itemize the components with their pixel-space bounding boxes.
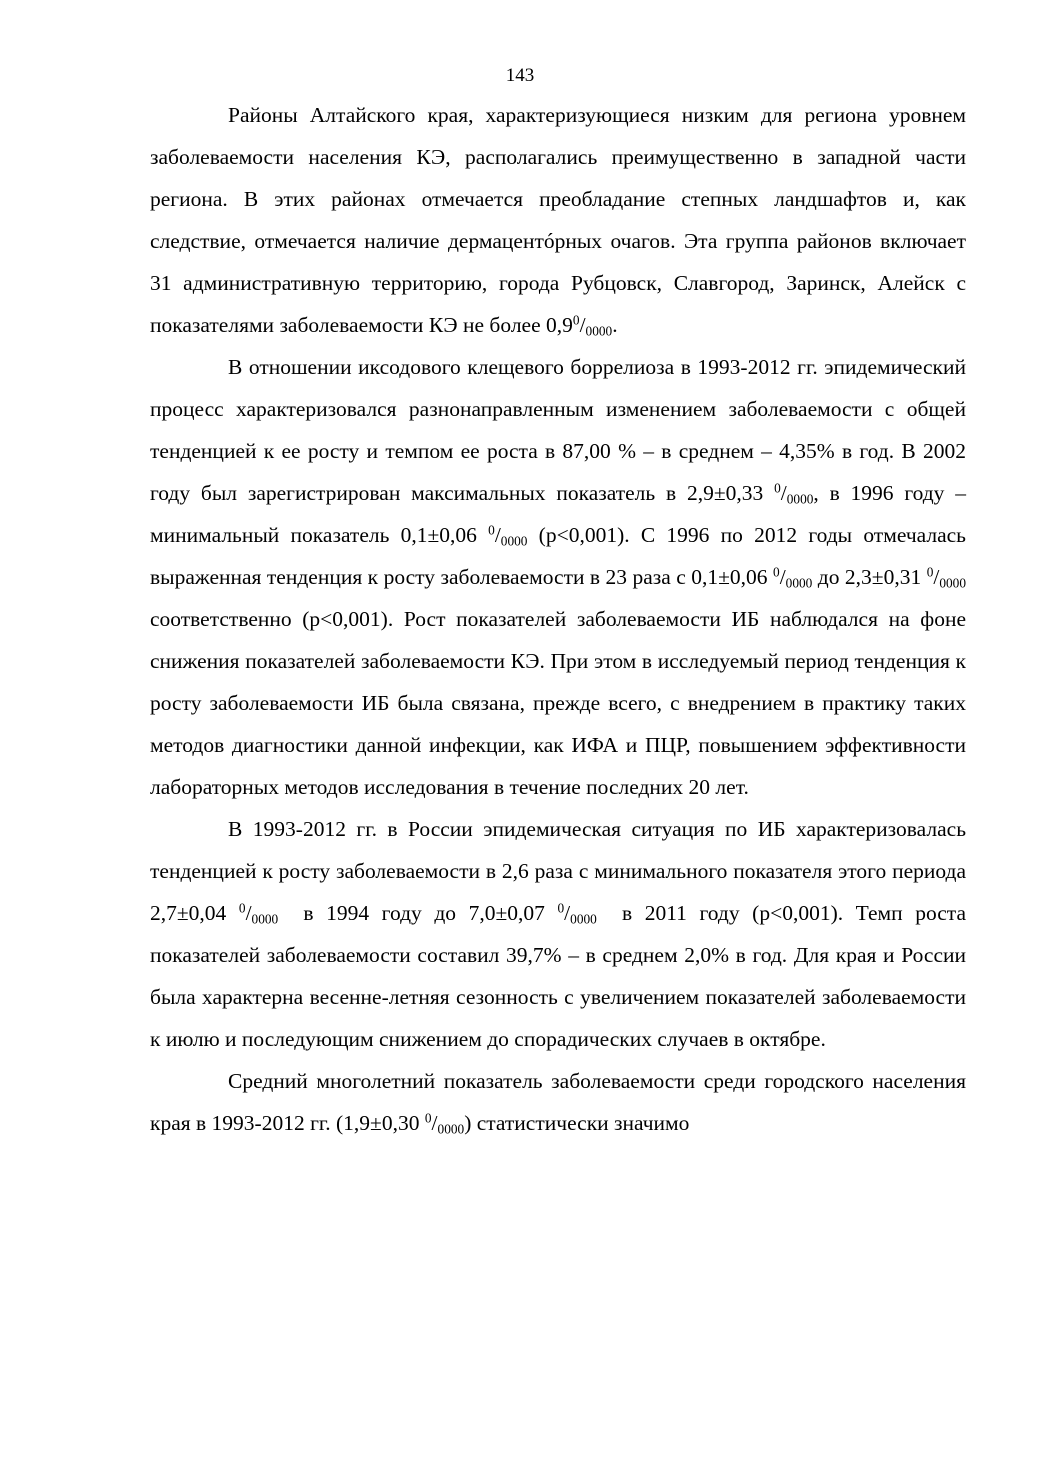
document-body (150, 94, 966, 1144)
paragraph-4: Средний многолетний показатель заболеваемости среди городского населения края в 1993-2012 гг. (1,9±0,30 $^0/_{0000}$) статистически значимо (150, 1069, 966, 1137)
page-number: 143 (505, 65, 535, 86)
paragraph-1: Районы Алтайского края, характеризующиеся низким для региона уровнем заболеваемости населения КЭ, располагались преимущественно в западной части региона. В этих районах отмечается преобладание степных ландшафтов и, как следствие, отмечается наличие дермацентóрных очагов. Эта группа районов включает 31 административную территорию, города Рубцовск, Славгород, Заринск, Алейск с показателями заболеваемости КЭ не более $0,9^0/_{0000}$. (150, 103, 966, 339)
paragraph-2: В отношении иксодового клещевого боррелиоза в 1993-2012 гг. эпидемический процесс характеризовался разнонаправленным изменением заболеваемости с общей тенденцией к ее росту и темпом ее роста в 87,00 % – в среднем – 4,35% в год. В 2002 году был зарегистрирован максимальных показатель в 2,9±0,33 $^0/_{0000}$, в 1996 году – минимальный показатель 0,1±0,06 $^0/_{0000}$ (р<0,001). С 1996 по 2012 годы отмечалась выраженная тенденция к росту заболеваемости в 23 раза с 0,1±0,06 $^0/_{0000}$ до 2,3±0,31 $^0/_{0000}$ соответственно (р<0,001). Рост показателей заболеваемости ИБ наблюдался на фоне снижения показателей заболеваемости КЭ. При этом в исследуемый период тенденция к росту заболеваемости ИБ была связана, прежде всего, с внедрением в практику таких методов диагностики данной инфекции, как ИФА и ПЦР, повышением эффективности лабораторных методов исследования в течение последних 20 лет. (150, 355, 966, 799)
paragraph-3: В 1993-2012 гг. в России эпидемическая ситуация по ИБ характеризовалась тенденцией к росту заболеваемости в 2,6 раза с минимального показателя этого периода 2,7±0,04 $^0/_{0000}$ в 1994 году до 7,0±0,07 $^0/_{0000}$ в 2011 году (р<0,001). Темп роста показателей заболеваемости составил 39,7% – в среднем 2,0% в год. Для края и России была характерна весенне-летняя сезонность с увеличением показателей заболеваемости к июлю и последующим снижением до спорадических случаев в октябре. (150, 817, 967, 1051)
